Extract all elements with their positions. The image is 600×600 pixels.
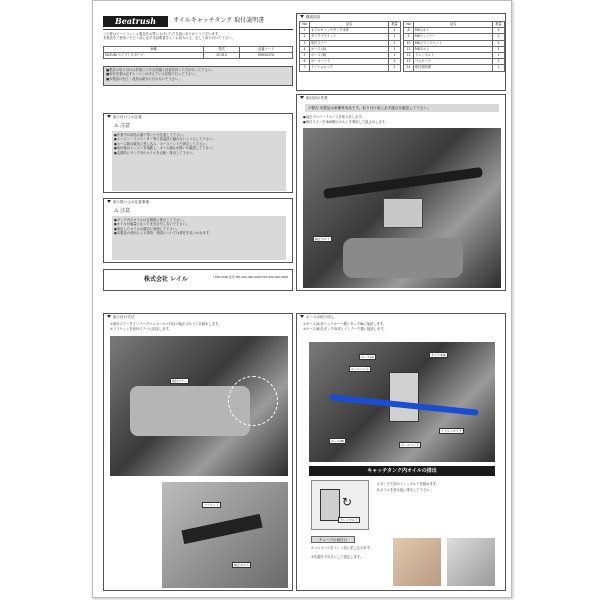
tube-step: ②先端を下向きにして固定します。: [311, 555, 364, 559]
removal-panel: [296, 94, 506, 291]
vehicle-table-header: 品番コード: [240, 47, 293, 53]
part-qty: 2: [493, 34, 505, 40]
parts-col-header: No: [300, 22, 310, 28]
part-name: ホース (A): [310, 46, 389, 52]
hose-panel: [296, 313, 506, 591]
part-qty: 1: [389, 28, 401, 34]
part-number: 1: [300, 28, 310, 34]
company-address: 〒000-0000 住所 TEL 000-000-0000 FAX 000-000-0000: [212, 275, 289, 279]
usage-item: ●オイルが満量になったまま走行しないで下さい。: [114, 222, 190, 227]
part-name: M8ボルト: [414, 46, 493, 52]
vehicle-table-header: 型式: [204, 47, 240, 53]
intro-text: [103, 32, 293, 41]
part-qty: 4: [389, 59, 401, 65]
warning-line: ■本製品の加工・改造は絶対に行わないで下さい。: [106, 76, 182, 81]
parts-col-header: 品名: [310, 22, 389, 28]
drain-illustration: [311, 480, 369, 530]
triangle-bullet-icon: [300, 315, 304, 318]
hose-photo: [309, 342, 495, 462]
part-number: 2: [300, 34, 310, 40]
caution-heading: [114, 208, 130, 214]
triangle-bullet-icon: [300, 96, 304, 99]
hose-title: ホースの取り回し: [306, 315, 335, 319]
triangle-bullet-icon: [300, 15, 304, 18]
vehicle-table-header: 車種: [104, 47, 204, 53]
part-name: M6ワッシャー: [414, 34, 493, 40]
part-number: 3: [300, 40, 310, 46]
part-qty: 2: [493, 40, 505, 46]
triangle-bullet-icon: [107, 200, 111, 203]
precaution-item: ●定期的にタンク内のオイルを点検・排出して下さい。: [114, 150, 196, 155]
usage-title: 取り扱い上の注意事項: [113, 200, 149, 204]
part-qty: 1: [389, 46, 401, 52]
parts-table-left: [299, 21, 401, 72]
precaution-item: ●取付後はエンジンを始動し、オイル漏れが無いか確認して下さい。: [114, 146, 216, 151]
precautions-list: [112, 131, 286, 191]
part-name: ホース (B): [310, 53, 389, 59]
photo-label: ホース(A): [361, 355, 375, 359]
warning-line: ■取付作業は必ずエンジンが冷えている状態で行って下さい。: [106, 72, 198, 77]
part-qty: 1: [493, 65, 505, 71]
removal-title: 取付前の作業: [306, 96, 328, 100]
part-qty: 2: [389, 65, 401, 71]
photo-label: ブラケット: [204, 503, 219, 507]
instruction-sheet: [92, 0, 512, 598]
precaution-item: ●作業中は部品の落下等に十分注意して下さい。: [114, 133, 187, 137]
caution-label: 注意: [120, 123, 131, 129]
removal-header: [297, 95, 505, 101]
triangle-bullet-icon: [107, 315, 111, 318]
part-name: タンクブラケット: [310, 34, 389, 40]
warning-triangle-icon: ⚠: [114, 123, 119, 129]
mount-step: ②ブラケットを取付ステーに固定します。: [110, 327, 172, 331]
intro-line: この度はビートラッシュ製品をお買い上げいただき誠にありがとうございます。: [103, 32, 222, 36]
drain-step: 2.オイルを受け皿に排出して下さい。: [377, 488, 433, 492]
rotate-arrow-icon: ↻: [342, 495, 353, 509]
photo-label: ホースバンド: [351, 367, 369, 371]
photo-label: 純正ボルト: [234, 563, 250, 567]
photo-label: 取付ステー: [172, 379, 187, 383]
tube-step: ①ゴムホースをドレン部に差し込みます。: [311, 546, 373, 550]
part-code: S99341TO: [240, 53, 293, 59]
precautions-header: [104, 114, 292, 120]
usage-item: ●排出したオイルは適切に処理して下さい。: [114, 226, 180, 231]
usage-panel: [103, 198, 293, 263]
part-number: 9: [404, 34, 414, 40]
part-number: 10: [404, 40, 414, 46]
document-title: オイルキャッチタンク 取付説明書: [173, 17, 265, 24]
warning-triangle-icon: ⚠: [114, 208, 119, 214]
tube-photo-2: [447, 538, 495, 586]
precaution-item: ●ホース類は確実に差し込み、ホースバンドで固定して下さい。: [114, 141, 210, 146]
parts-right-body: [404, 28, 505, 71]
part-qty: 1: [389, 53, 401, 59]
parts-list-title: 構成部品: [306, 15, 321, 19]
part-name: M6ボルト: [414, 28, 493, 34]
part-name: 取付ステー: [310, 40, 389, 46]
part-number: 11: [404, 46, 414, 52]
mount-header: [104, 314, 292, 320]
triangle-bullet-icon: [107, 115, 111, 118]
company-panel: [103, 269, 293, 291]
photo-label: インシュロック: [441, 429, 462, 433]
parts-row: [404, 65, 505, 71]
tube-title: チューブの取付け: [311, 536, 355, 543]
part-name: ドレンボルト: [414, 53, 493, 59]
hose-graphic: [323, 167, 483, 199]
mount-step: ①取付ステーをインテークマニホールド付近の純正ボルトに共締めします。: [110, 322, 222, 326]
precaution-item: ●エンジン・ラジエーター等の高温部に触れないようにして下さい。: [114, 137, 216, 142]
removal-step: ●取付ステーを車両側のボルトを利用して仮止めします。: [303, 120, 388, 124]
part-number: 6: [300, 59, 310, 65]
caution-label: 注意: [120, 208, 131, 214]
photo-label: タンク本体: [431, 353, 446, 357]
part-qty: 2: [493, 28, 505, 34]
caution-heading: [114, 123, 130, 129]
vehicle-table: [103, 46, 293, 59]
part-number: 14: [404, 65, 414, 71]
photo-label: 純正ボルト: [315, 237, 331, 241]
company-name: 株式会社 レイル: [144, 276, 188, 283]
warning-box: [103, 66, 293, 86]
parts-col-header: 品名: [414, 22, 493, 28]
parts-table-right: [403, 21, 505, 72]
bracket-graphic: [181, 514, 262, 544]
part-name: オイルキャッチタンク本体: [310, 28, 389, 34]
parts-col-header: 数量: [389, 22, 401, 28]
hose-step: ①ホース(A)をヘッドカバー側とタンクINに接続します。: [303, 322, 387, 326]
part-number: 4: [300, 46, 310, 52]
hose-step: ②ホース(B)をタンクOUTとインテーク側に接続します。: [303, 327, 387, 331]
part-qty: 1: [493, 46, 505, 52]
intake-graphic: [343, 238, 463, 278]
highlight-circle: [228, 376, 278, 426]
warning-line: ■製品の取り付けは作業に十分な知識と技術を持った方が行って下さい。: [106, 68, 215, 72]
photo-label: ホース(B): [331, 439, 345, 443]
precautions-title: 取り付け上の注意: [113, 115, 142, 119]
part-number: 7: [300, 65, 310, 71]
stay-graphic: [383, 198, 423, 228]
engine-photo-removal: [303, 128, 501, 288]
part-name: M6フランジナット: [414, 40, 493, 46]
mount-panel: [103, 313, 293, 591]
part-name: ゴムホース: [414, 59, 493, 65]
part-qty: 1: [389, 34, 401, 40]
part-number: 8: [404, 28, 414, 34]
tank-graphic: [320, 489, 340, 521]
title-rule: [103, 29, 293, 30]
part-qty: 1: [493, 59, 505, 65]
part-name: ホースバンド: [310, 59, 389, 65]
parts-row: [300, 65, 401, 71]
precautions-panel: [103, 113, 293, 193]
part-number: 12: [404, 53, 414, 59]
part-number: 5: [300, 53, 310, 59]
drain-step: 1.タンク下部のドレンボルトを緩めます。: [377, 482, 440, 486]
tube-photo-1: [393, 538, 441, 586]
vehicle-model: SUZUKI スイフトスポーツ: [104, 53, 204, 59]
part-number: 13: [404, 59, 414, 65]
usage-item: ●タンク内のオイルは定期的に排出して下さい。: [114, 218, 186, 222]
parts-col-header: 数量: [493, 22, 505, 28]
usage-item: ●本製品の使用による事故・損害については責任を負いかねます。: [114, 231, 213, 236]
parts-list-header: [297, 14, 505, 20]
part-name: 取付説明書: [414, 65, 493, 71]
photo-label: ドレンボルト: [340, 518, 358, 522]
part-qty: 1: [389, 40, 401, 46]
brand-logo: Beatrush: [103, 16, 168, 27]
vehicle-type: ZC31S: [204, 53, 240, 59]
bracket-photo: [162, 482, 288, 588]
usage-list: [112, 216, 286, 260]
part-name: インシュロック: [310, 65, 389, 71]
parts-left-body: [300, 28, 401, 71]
intro-line: 本製品をご使用いただく前に必ず本説明書をよくお読みの上、正しく取り付けて下さい。: [103, 36, 235, 41]
usage-header: [104, 199, 292, 205]
part-qty: 1: [493, 53, 505, 59]
drain-title-bar: キャッチタンク内オイルの排出: [309, 466, 495, 476]
parts-list-panel: [296, 13, 506, 91]
photo-label: ホースバンド: [401, 443, 419, 447]
engine-photo-mount: [110, 336, 288, 476]
hose-header: [297, 314, 505, 320]
mount-title: 取り付け方法: [113, 315, 135, 319]
tank-graphic: [389, 372, 419, 422]
removal-step: ●純正ブローバイホースを取り外します。: [303, 115, 365, 119]
parts-col-header: No: [404, 22, 414, 28]
removal-warning: ⚠警告 本製品は車種専用品です。取り付け前に必ず適合を確認して下さい。: [305, 104, 499, 112]
